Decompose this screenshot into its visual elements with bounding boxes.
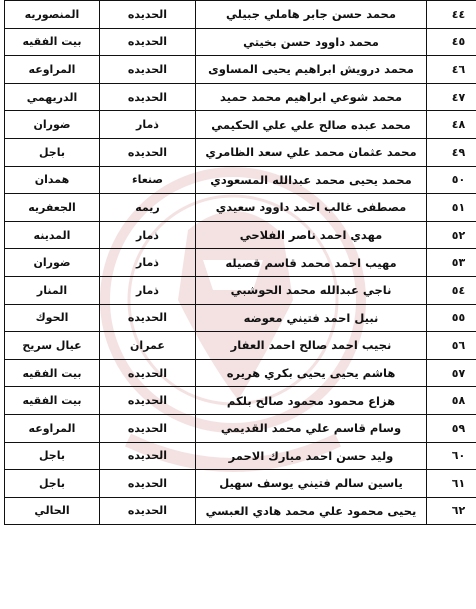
governorate: ريمه	[100, 194, 196, 222]
district: بيت الفقيه	[5, 387, 100, 415]
table-row	[5, 276, 476, 304]
roster-table-wrapper	[4, 0, 472, 606]
district: باجل	[5, 138, 100, 166]
row-number: ٥٥	[427, 304, 476, 332]
district: عيال سريح	[5, 332, 100, 360]
table-row	[5, 497, 476, 525]
district: بيت الفقيه	[5, 28, 100, 56]
table-row	[5, 249, 476, 277]
person-name: هاشم يحيى يحيى بكري هريره	[196, 359, 427, 387]
governorate: صنعاء	[100, 166, 196, 194]
person-name: محمد درويش ابراهيم يحيى المساوى	[196, 56, 427, 84]
person-name: محمد شوعي ابراهيم محمد حميد	[196, 83, 427, 111]
district: الحوك	[5, 304, 100, 332]
governorate: الحديده	[100, 1, 196, 29]
row-number: ٤٦	[427, 56, 476, 84]
table-row	[5, 194, 476, 222]
governorate: الحديده	[100, 387, 196, 415]
district: بيت الفقيه	[5, 359, 100, 387]
governorate: الحديده	[100, 359, 196, 387]
person-name: يحيى محمود علي محمد هادي العبسي	[196, 497, 427, 525]
row-number: ٥٨	[427, 387, 476, 415]
district: المنصوريه	[5, 1, 100, 29]
district: باجل	[5, 470, 100, 498]
person-name: هزاع محمود محمود صالح بلكم	[196, 387, 427, 415]
district: ضوران	[5, 111, 100, 139]
person-name: مهيب احمد محمد قاسم قصيله	[196, 249, 427, 277]
governorate: الحديده	[100, 56, 196, 84]
row-number: ٤٥	[427, 28, 476, 56]
person-name: محمد يحيى محمد عبدالله المسعودي	[196, 166, 427, 194]
roster-table	[4, 0, 476, 525]
roster-table-body	[5, 1, 476, 525]
row-number: ٤٤	[427, 1, 476, 29]
district: الجعفريه	[5, 194, 100, 222]
table-row	[5, 414, 476, 442]
governorate: الحديده	[100, 138, 196, 166]
row-number: ٥٣	[427, 249, 476, 277]
governorate: الحديده	[100, 414, 196, 442]
district: المراوعه	[5, 56, 100, 84]
table-row	[5, 56, 476, 84]
table-row	[5, 304, 476, 332]
governorate: ذمار	[100, 276, 196, 304]
person-name: نجيب احمد صالح احمد العفار	[196, 332, 427, 360]
table-row	[5, 111, 476, 139]
person-name: ناجي عبدالله محمد الحوشبي	[196, 276, 427, 304]
governorate: ذمار	[100, 249, 196, 277]
governorate: ذمار	[100, 111, 196, 139]
district: الحالي	[5, 497, 100, 525]
row-number: ٤٩	[427, 138, 476, 166]
row-number: ٥٦	[427, 332, 476, 360]
table-row	[5, 387, 476, 415]
table-row	[5, 359, 476, 387]
table-row	[5, 470, 476, 498]
governorate: الحديده	[100, 83, 196, 111]
district: باجل	[5, 442, 100, 470]
governorate: ذمار	[100, 221, 196, 249]
person-name: محمد داوود حسن بخيتي	[196, 28, 427, 56]
person-name: محمد عبده صالح علي علي الحكيمي	[196, 111, 427, 139]
row-number: ٥٤	[427, 276, 476, 304]
row-number: ٦٠	[427, 442, 476, 470]
table-row	[5, 1, 476, 29]
table-row	[5, 221, 476, 249]
table-row	[5, 442, 476, 470]
governorate: عمران	[100, 332, 196, 360]
person-name: وسام قاسم علي محمد القديمي	[196, 414, 427, 442]
person-name: مهدي احمد ناصر الفلاحي	[196, 221, 427, 249]
district: المراوعه	[5, 414, 100, 442]
person-name: محمد عثمان محمد علي سعد الظامري	[196, 138, 427, 166]
row-number: ٤٧	[427, 83, 476, 111]
table-row	[5, 83, 476, 111]
row-number: ٦١	[427, 470, 476, 498]
district: المنار	[5, 276, 100, 304]
table-row	[5, 138, 476, 166]
person-name: وليد حسن احمد مبارك الاحمر	[196, 442, 427, 470]
person-name: محمد حسن جابر هاملي جبيلي	[196, 1, 427, 29]
row-number: ٥٢	[427, 221, 476, 249]
person-name: مصطفى غالب احمد داوود سعيدي	[196, 194, 427, 222]
row-number: ٥٩	[427, 414, 476, 442]
person-name: نبيل احمد فتيني معوضه	[196, 304, 427, 332]
district: همدان	[5, 166, 100, 194]
row-number: ٥٧	[427, 359, 476, 387]
district: الدريهمي	[5, 83, 100, 111]
district: المدينه	[5, 221, 100, 249]
governorate: الحديده	[100, 470, 196, 498]
governorate: الحديده	[100, 442, 196, 470]
row-number: ٤٨	[427, 111, 476, 139]
governorate: الحديده	[100, 28, 196, 56]
table-row	[5, 28, 476, 56]
row-number: ٦٢	[427, 497, 476, 525]
table-row	[5, 166, 476, 194]
table-row	[5, 332, 476, 360]
governorate: الحديده	[100, 497, 196, 525]
district: ضوران	[5, 249, 100, 277]
person-name: ياسين سالم فتيني يوسف سهيل	[196, 470, 427, 498]
governorate: الحديده	[100, 304, 196, 332]
row-number: ٥٠	[427, 166, 476, 194]
row-number: ٥١	[427, 194, 476, 222]
